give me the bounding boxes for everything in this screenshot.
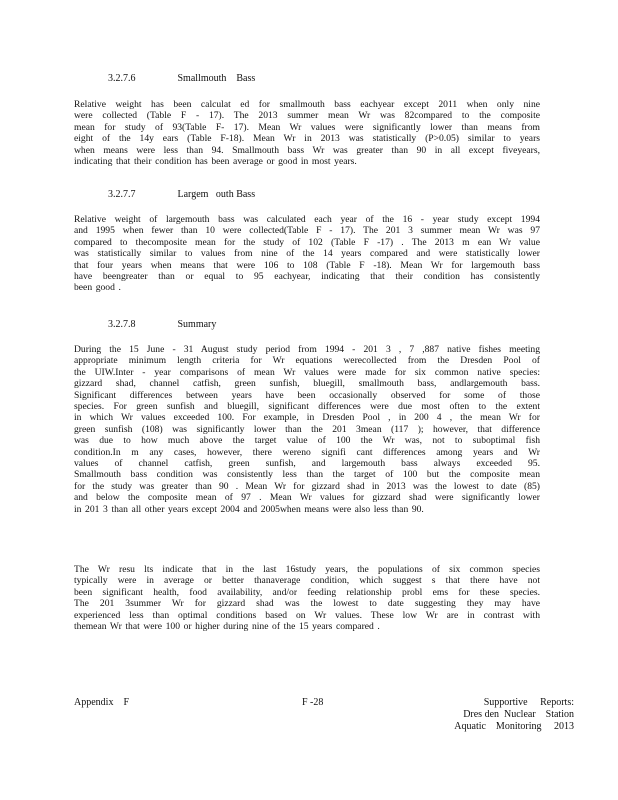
- text-line: been good .: [74, 282, 121, 294]
- text-line: eight of the 14y ears (Table F-18). Mean Wr in 2013 was statistically (P>0.05) similar to years: [74, 133, 540, 145]
- text-line: species. For green sunfish and bluegill, significant differences were due most often to the extent: [74, 401, 540, 413]
- text-line: values of channel catfish, green sunfish, and largemouth bass always exceeded 95.: [74, 458, 540, 470]
- text-line: gizzard shad, channel catfish, green sunfish, bluegill, smallmouth bass, andlargemouth bass.: [74, 378, 540, 390]
- section-heading-largemouth: [108, 189, 255, 201]
- text-line: The 201 3summer Wr for gizzard shad was the lowest to date suggesting they may have: [74, 598, 540, 610]
- section-title: Smallmouth Bass: [177, 73, 256, 84]
- text-line: and 1995 when fewer than 10 were collected(Table F - 17). The 201 3 summer mean Wr was 97: [74, 225, 540, 237]
- section-number: 3.2.7.8: [108, 319, 136, 330]
- section-number: 3.2.7.7: [108, 189, 136, 200]
- text-line: mean for study of 93(Table F- 17). Mean Wr values were significantly lower than means from: [74, 121, 540, 133]
- text-line: were collected (Table F - 17). The 2013 summer mean Wr was 82compared to the composite: [74, 110, 540, 122]
- section-heading-summary: [108, 319, 216, 331]
- footer-line: Supportive Reports:: [483, 697, 574, 708]
- text-line: that four years when means that were 106 to 108 (Table F -18). Mean Wr for largemouth bass: [74, 259, 540, 271]
- text-line: Smallmouth bass condition was consistently less than the target of 100 but the composite mean: [74, 469, 540, 481]
- text-line: have beengreater than or equal to 95 eachyear, indicating that their condition has consistently: [74, 271, 540, 283]
- page-number: F -28: [302, 697, 324, 708]
- section-title: Summary: [177, 319, 217, 330]
- text-line: was statistically similar to values from nine of the 14 years compared and were statistically lower: [74, 248, 540, 260]
- section-heading-smallmouth: [108, 73, 255, 85]
- text-line: been significant health, food availability, and/or feeding relationship probl ems for these species.: [74, 586, 540, 598]
- text-line: condition.In m any cases, however, there wereno signifi cant differences among years and Wr: [74, 446, 540, 458]
- text-line: in which Wr values exceeded 100. For example, in Dresden Pool , in 200 4 , the mean Wr for: [74, 412, 540, 424]
- section-number: 3.2.7.6: [108, 73, 136, 84]
- text-line: During the 15 June - 31 August study period from 1994 - 201 3 , 7 ,887 native fishes meeting: [74, 344, 540, 355]
- text-line: was due to how much above the target value of 100 the Wr was, not to suboptimal fish: [74, 435, 540, 447]
- text-line: and below the composite mean of 97 . Mean Wr values for gizzard shad were significantly lower: [74, 492, 540, 504]
- section-title: Largem outh Bass: [177, 189, 256, 200]
- text-line: appropriate minimum length criteria for Wr equations werecollected from the Dresden Pool of: [74, 355, 540, 367]
- text-line: Significant differences between years have been occasionally observed for some of those: [74, 389, 540, 401]
- text-line: the UIW.Inter - year comparisons of mean Wr values were made for six common native species:: [74, 366, 540, 378]
- footer-appendix-label: Appendix F: [74, 697, 129, 708]
- text-line: Relative weight has been calculat ed for smallmouth bass eachyear except 2011 when only nine: [74, 99, 540, 110]
- text-line: indicating that their condition has been average or good in most years.: [74, 156, 357, 168]
- text-line: themean Wr that were 100 or higher during nine of the 15 years compared .: [74, 621, 380, 633]
- footer-report-info: [454, 697, 574, 733]
- paragraph-smallmouth: [74, 99, 540, 167]
- text-line: green sunfish (108) was significantly lower than the 201 3mean (117 ); however, that difference: [74, 423, 540, 435]
- text-line: experienced less than optimal conditions based on Wr values. These low Wr are in contrast with: [74, 609, 540, 621]
- footer-line: Aquatic Monitoring 2013: [454, 721, 574, 732]
- text-line: when means were less than 94. Smallmouth bass Wr was greater than 90 in all except fiveyears,: [74, 144, 540, 156]
- text-line: for the study was greater than 90 . Mean Wr for gizzard shad in 2013 was the lowest to date (85): [74, 480, 540, 492]
- footer-line: Dres den Nuclear Station: [463, 709, 574, 720]
- paragraph-summary: [74, 344, 540, 515]
- text-line: Relative weight of largemouth bass was calculated each year of the 16 - year study except 1994: [74, 214, 540, 225]
- text-line: typically were in average or better thanaverage condition, which suggest s that there have not: [74, 575, 540, 587]
- paragraph-largemouth: [74, 214, 540, 294]
- text-line: The Wr resu lts indicate that in the last 16study years, the populations of six common species: [74, 564, 540, 575]
- text-line: compared to thecomposite mean for the study of 102 (Table F -17) . The 2013 m ean Wr value: [74, 236, 540, 248]
- text-line: in 201 3 than all other years except 2004 and 2005when means were also less than 90.: [74, 503, 424, 515]
- paragraph-conclusion: [74, 564, 540, 632]
